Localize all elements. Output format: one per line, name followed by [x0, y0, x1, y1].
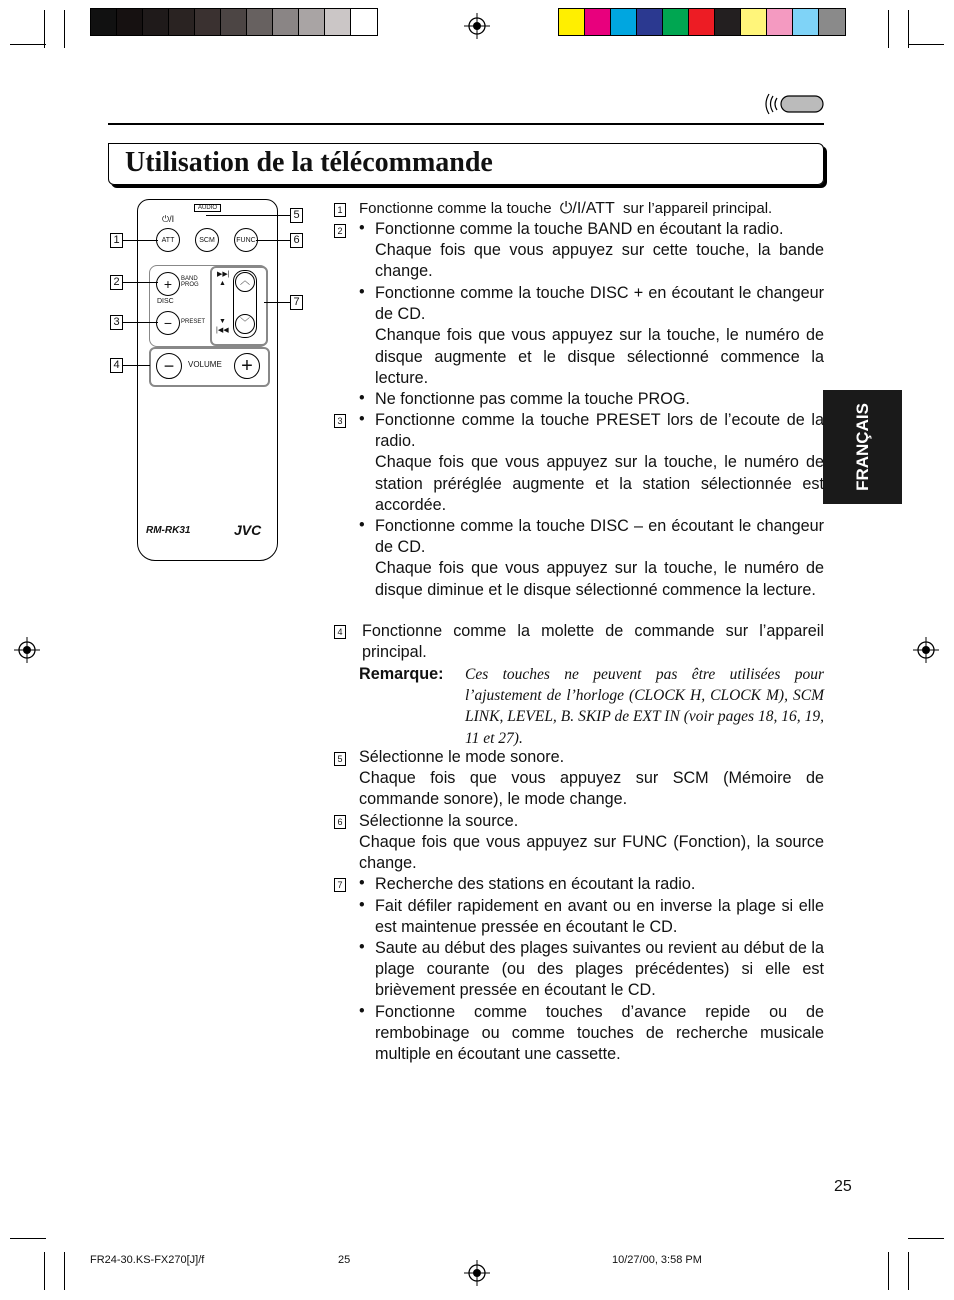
item-7-bullet-3: Saute au début des plages suivantes ou revient au début de la plage courante (ou des plages précédentes) si elle est brièvement pressée en écoutant le CD. — [375, 939, 824, 1000]
volume-down-button: − — [156, 353, 182, 379]
crop-mark — [888, 10, 889, 48]
item-3-bullet-1: Fonctionne comme la touche PRESET lors de l’ecoute de la radio. Chaque fois que vous appuyez sur la touche, le numéro de station préréglée augmente et la station sélectionnée est accordée. — [375, 411, 824, 514]
remote-signal-icon — [763, 92, 825, 116]
gray-swatch — [169, 9, 195, 35]
gray-swatch — [143, 9, 169, 35]
item-marker-1: 1 — [334, 203, 346, 217]
skip-forward-icon: ▶▶| — [217, 271, 230, 278]
callout-line — [123, 282, 158, 283]
registration-mark-icon — [14, 637, 40, 663]
crop-mark — [44, 1252, 45, 1290]
func-button: FUNC — [234, 228, 258, 252]
gray-swatch — [91, 9, 117, 35]
color-swatch — [819, 9, 845, 35]
preset-label: PRESET — [181, 319, 206, 325]
disc-label: DISC — [157, 298, 174, 305]
color-swatch — [793, 9, 819, 35]
footer-page: 25 — [338, 1254, 351, 1266]
callout-2: 2 — [110, 275, 123, 290]
page-number: 25 — [834, 1178, 852, 1195]
registration-mark-icon — [464, 1260, 490, 1286]
gray-swatch — [247, 9, 273, 35]
band-label: BAND — [181, 276, 198, 282]
down-arrow-icon: ▼ — [219, 318, 226, 325]
att-button: ATT — [156, 228, 180, 252]
callout-1: 1 — [110, 233, 123, 248]
callout-line — [123, 322, 158, 323]
callout-5: 5 — [290, 208, 303, 223]
volume-label: VOLUME — [188, 360, 222, 369]
color-swatch — [611, 9, 637, 35]
footer-file: FR24-30.KS-FX270[J]/f — [90, 1254, 205, 1266]
power-label: ⏻/I — [162, 214, 175, 224]
item-marker-5: 5 — [334, 752, 346, 766]
audio-label: AUDIO — [194, 204, 221, 212]
up-arrow-icon: ▲ — [219, 280, 226, 287]
crop-mark — [908, 1238, 944, 1239]
item-marker-2: 2 — [334, 224, 346, 238]
color-swatch — [637, 9, 663, 35]
gray-swatch — [117, 9, 143, 35]
item-marker-6: 6 — [334, 815, 346, 829]
item-2-bullet-1: Fonctionne comme la touche BAND en écoutant la radio. Chaque fois que vous appuyez sur cette touche, la bande change. — [375, 220, 824, 281]
item-marker-4: 4 — [334, 625, 346, 639]
gray-swatch — [221, 9, 247, 35]
chevron-down-icon: ﹀ — [235, 314, 255, 334]
prog-label: PROG — [181, 282, 199, 288]
skip-back-icon: |◀◀ — [216, 327, 229, 334]
callout-4: 4 — [110, 358, 123, 373]
item-4-text: Fonctionne comme la molette de commande sur l’appareil principal. — [362, 622, 824, 662]
item-1-text: Fonctionne comme la touche ⏻/I/ATT sur l’appareil principal. — [359, 200, 773, 217]
callout-line — [123, 365, 150, 366]
item-2-bullet-3: Ne fonctionne pas comme la touche PROG. — [375, 390, 690, 408]
crop-mark — [888, 1252, 889, 1290]
footer-date: 10/27/00, 3:58 PM — [612, 1254, 702, 1266]
title-box — [108, 143, 824, 185]
item-3-bullet-2: Fonctionne comme la touche DISC – en écoutant le changeur de CD. Chaque fois que vous appuyez sur la touche, le numéro de disque diminue et le disque sélectionné commence la lecture. — [375, 517, 824, 599]
color-swatch — [689, 9, 715, 35]
brand-logo: JVC — [234, 522, 262, 538]
crop-mark — [908, 10, 909, 48]
remark-label: Remarque: — [359, 665, 444, 683]
language-tab: FRANÇAIS — [823, 390, 902, 504]
color-swatch — [715, 9, 741, 35]
item-7-bullet-2: Fait défiler rapidement en avant ou en inverse la plage si elle est maintenue pressée en écoutant le CD. — [375, 897, 824, 937]
crop-mark — [908, 44, 944, 45]
callout-line — [206, 215, 290, 216]
callout-line — [123, 240, 158, 241]
callout-line — [264, 302, 290, 303]
item-marker-7: 7 — [334, 878, 346, 892]
gray-swatch — [299, 9, 325, 35]
item-5-text: Sélectionne le mode sonore. Chaque fois que vous appuyez sur SCM (Mémoire de commande sonore), le mode change. — [359, 748, 824, 809]
crop-mark — [908, 1252, 909, 1290]
item-7-bullet-4: Fonctionne comme touches d’avance repide ou de rembobinage ou comme touches de recherche musicale multiple en écoutant une cassette. — [375, 1003, 824, 1064]
preset-minus-button: − — [156, 311, 180, 335]
crop-mark — [44, 10, 45, 48]
registration-mark-icon — [913, 637, 939, 663]
process-color-bar — [558, 8, 846, 36]
registration-mark-icon — [464, 13, 490, 39]
grayscale-color-bar — [90, 8, 378, 36]
chevron-up-icon: ︿ — [235, 272, 255, 292]
band-plus-button: + — [156, 272, 180, 296]
scm-button: SCM — [195, 228, 219, 252]
color-swatch — [663, 9, 689, 35]
power-att-key: ⏻/I/ATT — [559, 200, 615, 217]
callout-7: 7 — [290, 295, 303, 310]
callout-line — [256, 240, 290, 241]
item-7-bullet-1: Recherche des stations en écoutant la radio. — [375, 875, 696, 893]
item-2-bullet-2: Fonctionne comme la touche DISC + en écoutant le changeur de CD. Chanque fois que vous appuyez sur la touche, le numéro de disque augmente et le disque sélectionné commence la lecture. — [375, 284, 824, 387]
color-swatch — [741, 9, 767, 35]
volume-up-button: + — [234, 353, 260, 379]
header-rule — [108, 123, 824, 125]
crop-mark — [10, 44, 46, 45]
callout-3: 3 — [110, 315, 123, 330]
crop-mark — [10, 1238, 46, 1239]
gray-swatch — [273, 9, 299, 35]
crop-mark — [64, 1252, 65, 1290]
remote-control-illustration — [137, 199, 278, 561]
model-label: RM-RK31 — [146, 525, 191, 536]
item-marker-3: 3 — [334, 414, 346, 428]
color-swatch — [585, 9, 611, 35]
gray-swatch — [195, 9, 221, 35]
crop-mark — [64, 10, 65, 48]
color-swatch — [767, 9, 793, 35]
callout-6: 6 — [290, 233, 303, 248]
gray-swatch — [351, 9, 377, 35]
remark-text: Ces touches ne peuvent pas être utilisées pour l’ajustement de l’horloge (CLOCK H, CLOCK M), SCM LINK, LEVEL, B. SKIP de EXT IN (voir pages 18, 16, 19, 11 et 27). — [465, 666, 824, 747]
gray-swatch — [325, 9, 351, 35]
page-title: Utilisation de la télécommande — [125, 147, 493, 178]
item-6-text: Sélectionne la source. Chaque fois que vous appuyez sur FUNC (Fonction), la source change. — [359, 812, 824, 873]
color-swatch — [559, 9, 585, 35]
